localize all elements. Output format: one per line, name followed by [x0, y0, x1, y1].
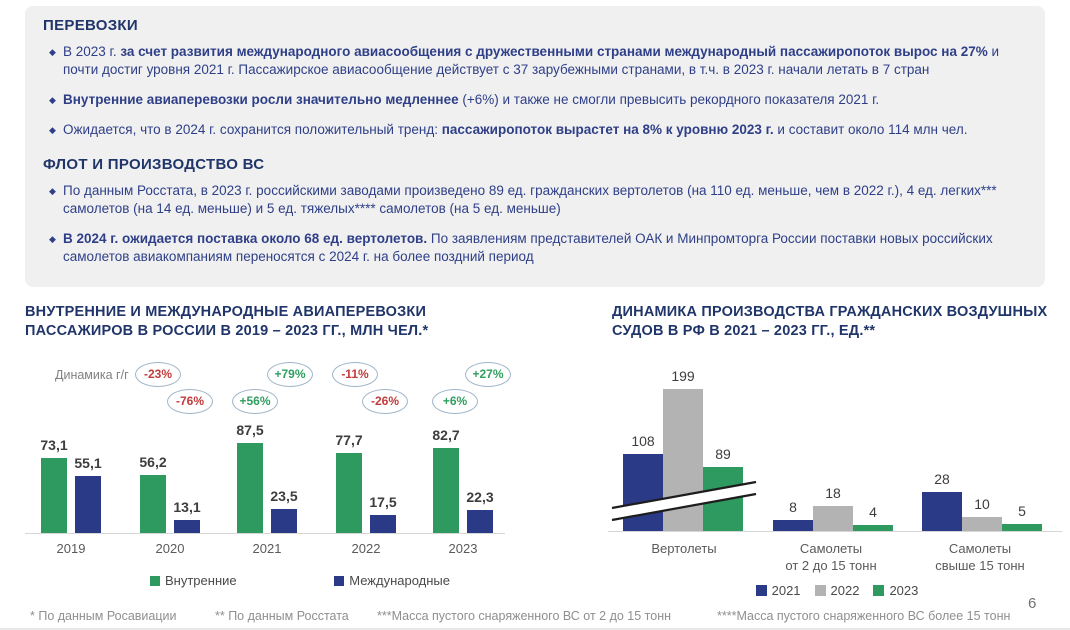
- bar-value-label: 199: [671, 368, 695, 384]
- legend-item-Внутренние: Внутренние: [150, 573, 237, 588]
- yoy-oval-2023-top: +27%: [465, 362, 511, 387]
- yoy-oval-2020-top: -23%: [135, 362, 181, 387]
- bar-value-label: 23,5: [270, 488, 298, 504]
- footnote-rosstat: ** По данным Росстата: [215, 609, 349, 623]
- info-box: [25, 6, 1045, 287]
- bar-2022-group2: [962, 517, 1002, 531]
- section-heading-transport: ПЕРЕВОЗКИ: [43, 17, 138, 34]
- bar-value-label: 22,3: [466, 489, 494, 505]
- bar-2023-group2: [1002, 524, 1042, 531]
- yoy-oval-2021-top: +79%: [267, 362, 313, 387]
- legend-swatch-icon: [334, 576, 344, 586]
- bullet-item: [43, 43, 1023, 79]
- diamond-bullet-icon: ◆: [49, 47, 56, 57]
- bar-2023-group1: [853, 525, 893, 531]
- right-chart-title: ДИНАМИКА ПРОИЗВОДСТВА ГРАЖДАНСКИХ ВОЗДУШНЫХ СУДОВ В РФ В 2021 – 2023 ГГ., ЕД.**: [612, 304, 1048, 339]
- bullet-list-fleet: [43, 182, 1023, 266]
- legend-swatch-icon: [873, 585, 884, 596]
- bar-value-label: 28: [934, 471, 950, 487]
- page-number: 6: [1028, 595, 1037, 612]
- bar-Международные-2020: [174, 520, 200, 533]
- bullet-item: [43, 182, 1023, 218]
- right-chart-legend: [612, 583, 1062, 598]
- bar-value-label: 18: [825, 485, 841, 501]
- bar-Международные-2023: [467, 510, 493, 533]
- bar-value-label: 108: [631, 433, 655, 449]
- bullet-text: Ожидается, что в 2024 г. сохранится положительный тренд: пассажиропоток вырастет на 8% к уровню 2023 г. и составит около 114 млн чел.: [63, 122, 968, 137]
- yoy-dynamics-label: Динамика г/г: [55, 368, 129, 382]
- x-axis-line: [608, 531, 1062, 532]
- bar-2022-group1: [813, 506, 853, 531]
- legend-item-2023: 2023: [873, 583, 918, 598]
- x-axis-year-label: 2023: [448, 541, 478, 556]
- left-chart-legend: [150, 573, 450, 588]
- bar-value-label: 82,7: [432, 427, 460, 443]
- legend-item-Международные: Международные: [334, 573, 450, 588]
- legend-swatch-icon: [150, 576, 160, 586]
- footnote-rosaviatsia: * По данным Росавиации: [30, 609, 177, 623]
- yoy-oval-2021-bottom: +56%: [232, 389, 278, 414]
- bar-2021-group1: [773, 520, 813, 531]
- yoy-oval-2022-top: -11%: [332, 362, 378, 387]
- section-heading-fleet: ФЛОТ И ПРОИЗВОДСТВО ВС: [43, 156, 265, 173]
- bar-Внутренние-2022: [336, 453, 362, 533]
- bullet-item: [43, 121, 1023, 139]
- left-chart-title: ВНУТРЕННИЕ И МЕЖДУНАРОДНЫЕ АВИАПЕРЕВОЗКИ ПАССАЖИРОВ В РОССИИ В 2019 – 2023 ГГ., МЛН ЧЕЛ.*: [25, 304, 429, 339]
- bar-value-label: 13,1: [173, 499, 201, 515]
- legend-item-2021: 2021: [756, 583, 801, 598]
- bar-Международные-2022: [370, 515, 396, 533]
- bar-Международные-2019: [75, 476, 101, 533]
- bullet-text: Внутренние авиаперевозки росли значительно медленнее (+6%) и также не смогли превысить рекордного показателя 2021 г.: [63, 92, 880, 107]
- diamond-bullet-icon: ◆: [49, 186, 56, 196]
- category-label: Самолеты от 2 до 15 тонн: [785, 541, 877, 573]
- bullet-text: В 2024 г. ожидается поставка около 68 ед. вертолетов. По заявлениям представителей ОАК и Минпромторга России поставки новых российских самолетов авиакомпаниям переносятся с 2024 г. на более поздний период: [63, 231, 993, 264]
- footnote-mass-over-15: ****Масса пустого снаряженного ВС более 15 тонн: [717, 609, 1011, 623]
- bullet-text: По данным Росстата, в 2023 г. российскими заводами произведено 89 ед. гражданских вертолетов (на 110 ед. меньше, чем в 2022 г.), 4 ед. легких*** самолетов (на 14 ед. меньше) и 5 ед. тяжелых**** самолетов (на 5 ед. меньше): [63, 183, 997, 216]
- legend-item-2022: 2022: [815, 583, 860, 598]
- bar-Внутренние-2019: [41, 458, 67, 533]
- bar-value-label: 4: [869, 504, 877, 520]
- bar-value-label: 56,2: [139, 454, 167, 470]
- bullet-list-transport: [43, 43, 1023, 139]
- bar-value-label: 89: [715, 446, 731, 462]
- x-axis-line: [25, 533, 505, 534]
- legend-swatch-icon: [756, 585, 767, 596]
- category-label: Вертолеты: [651, 541, 717, 556]
- bar-2021-group2: [922, 492, 962, 531]
- bar-value-label: 5: [1018, 503, 1026, 519]
- bar-value-label: 55,1: [74, 455, 102, 471]
- bar-Международные-2021: [271, 509, 297, 533]
- diamond-bullet-icon: ◆: [49, 125, 56, 135]
- yoy-oval-2022-bottom: -26%: [362, 389, 408, 414]
- bar-Внутренние-2021: [237, 443, 263, 533]
- bullet-item: [43, 91, 1023, 109]
- bar-value-label: 73,1: [40, 437, 68, 453]
- bullet-text: В 2023 г. за счет развития международного авиасообщения с дружественными странами международный пассажиропоток вырос на 27% и почти достиг уровня 2021 г. Пассажирское авиасообщение действует с 37 зарубежными странами, в т.ч. в 2023 г. начали летать в 7 стран: [63, 44, 1000, 77]
- x-axis-year-label: 2020: [155, 541, 185, 556]
- yoy-oval-2023-bottom: +6%: [432, 389, 478, 414]
- category-label: Самолеты свыше 15 тонн: [935, 541, 1025, 573]
- x-axis-year-label: 2021: [252, 541, 282, 556]
- axis-break-icon: [610, 477, 758, 525]
- diamond-bullet-icon: ◆: [49, 234, 56, 244]
- bar-value-label: 8: [789, 499, 797, 515]
- yoy-oval-2020-bottom: -76%: [167, 389, 213, 414]
- legend-swatch-icon: [815, 585, 826, 596]
- footnote-mass-2-15: ***Масса пустого снаряженного ВС от 2 до 15 тонн: [377, 609, 672, 623]
- bar-value-label: 10: [974, 496, 990, 512]
- bar-value-label: 87,5: [236, 422, 264, 438]
- bar-Внутренние-2023: [433, 448, 459, 533]
- diamond-bullet-icon: ◆: [49, 95, 56, 105]
- bar-value-label: 17,5: [369, 494, 397, 510]
- bar-value-label: 77,7: [335, 432, 363, 448]
- bullet-item: [43, 230, 1023, 266]
- x-axis-year-label: 2022: [351, 541, 381, 556]
- x-axis-year-label: 2019: [56, 541, 86, 556]
- bar-Внутренние-2020: [140, 475, 166, 533]
